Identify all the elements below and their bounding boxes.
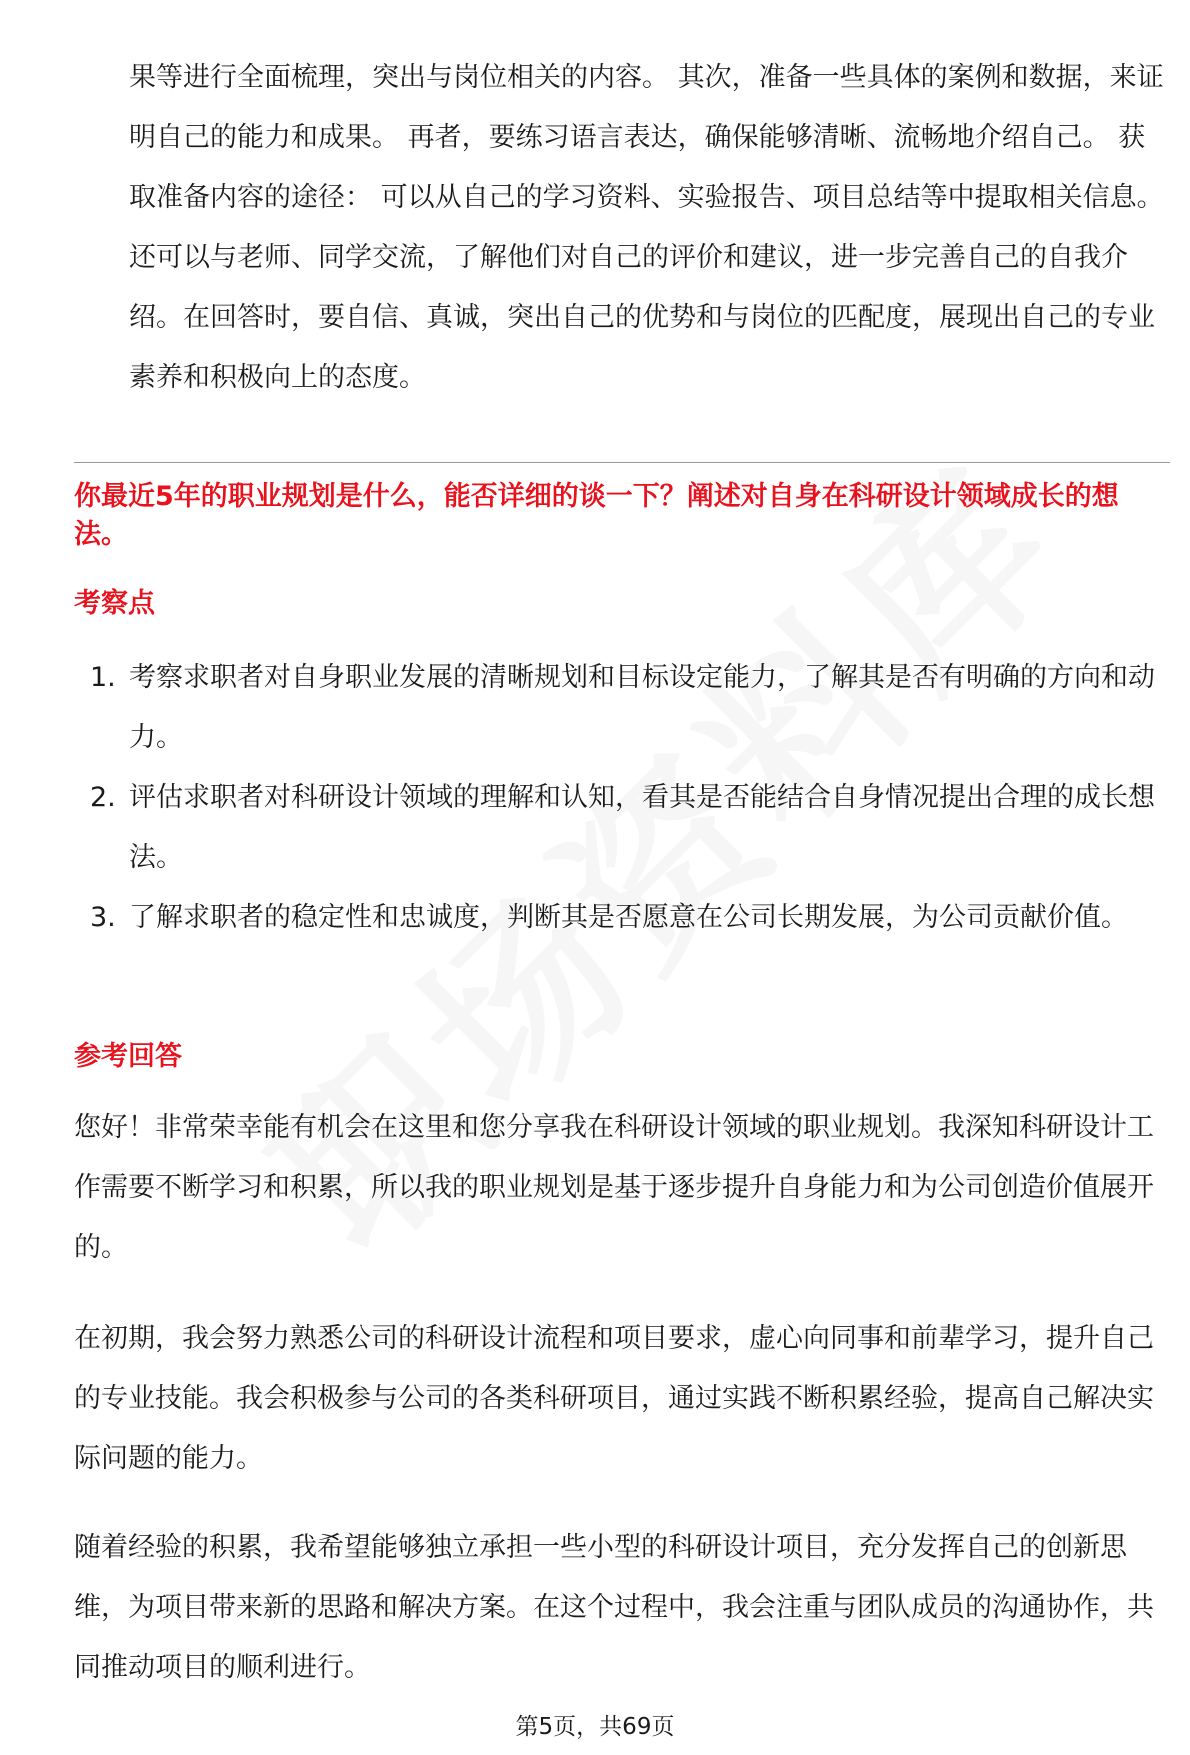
list-item-text: 了解求职者的稳定性和忠诚度，判断其是否愿意在公司长期发展，为公司贡献价值。: [129, 902, 1128, 933]
list-item-number: 2.: [90, 782, 116, 813]
answer-paragraph-2: 在初期，我会努力熟悉公司的科研设计流程和项目要求，虚心向同事和前辈学习，提升自己的专业技能。我会积极参与公司的各类科研项目，通过实践不断积累经验，提高自己解决实际问题的能力。: [74, 1323, 1154, 1474]
list-item-text: 考察求职者对自身职业发展的清晰规划和目标设定能力，了解其是否有明确的方向和动力。: [129, 662, 1155, 753]
reference-heading: 参考回答: [74, 1041, 182, 1072]
list-item-number: 3.: [90, 902, 116, 933]
list-item-text: 评估求职者对科研设计领域的理解和认知，看其是否能结合自身情况提出合理的成长想法。: [129, 782, 1155, 873]
page-number: 第5页，共69页: [515, 1714, 675, 1740]
assessment-list: [74, 648, 1170, 948]
intro-paragraph: 果等进行全面梳理，突出与岗位相关的内容。 其次，准备一些具体的案例和数据，来证明自己的能力和成果。 再者，要练习语言表达，确保能够清晰、流畅地介绍自己。 获取准备内容的途径： 可以从自己的学习资料、实验报告、项目总结等中提取相关信息。还可以与老师、同学交流，了解他们对自己的评价和建议，进一步完善自己的自我介绍。在回答时，要自信、真诚，突出自己的优势和与岗位的匹配度，展现出自己的专业素养和积极向上的态度。: [129, 62, 1164, 393]
question-heading: 你最近5年的职业规划是什么，能否详细的谈一下？阐述对自身在科研设计领域成长的想法。: [74, 481, 1119, 550]
list-item: [74, 768, 1170, 888]
list-item: [74, 888, 1170, 948]
answer-paragraph-3: 随着经验的积累，我希望能够独立承担一些小型的科研设计项目，充分发挥自己的创新思维，为项目带来新的思路和解决方案。在这个过程中，我会注重与团队成员的沟通协作，共同推动项目的顺利进行。: [74, 1532, 1154, 1683]
list-item: [74, 648, 1170, 768]
section-divider: [74, 462, 1170, 463]
list-item-number: 1.: [90, 662, 116, 693]
answer-paragraph-1: 您好！非常荣幸能有机会在这里和您分享我在科研设计领域的职业规划。我深知科研设计工作需要不断学习和积累，所以我的职业规划是基于逐步提升自身能力和为公司创造价值展开的。: [74, 1112, 1154, 1263]
assessment-heading: 考察点: [74, 588, 155, 619]
